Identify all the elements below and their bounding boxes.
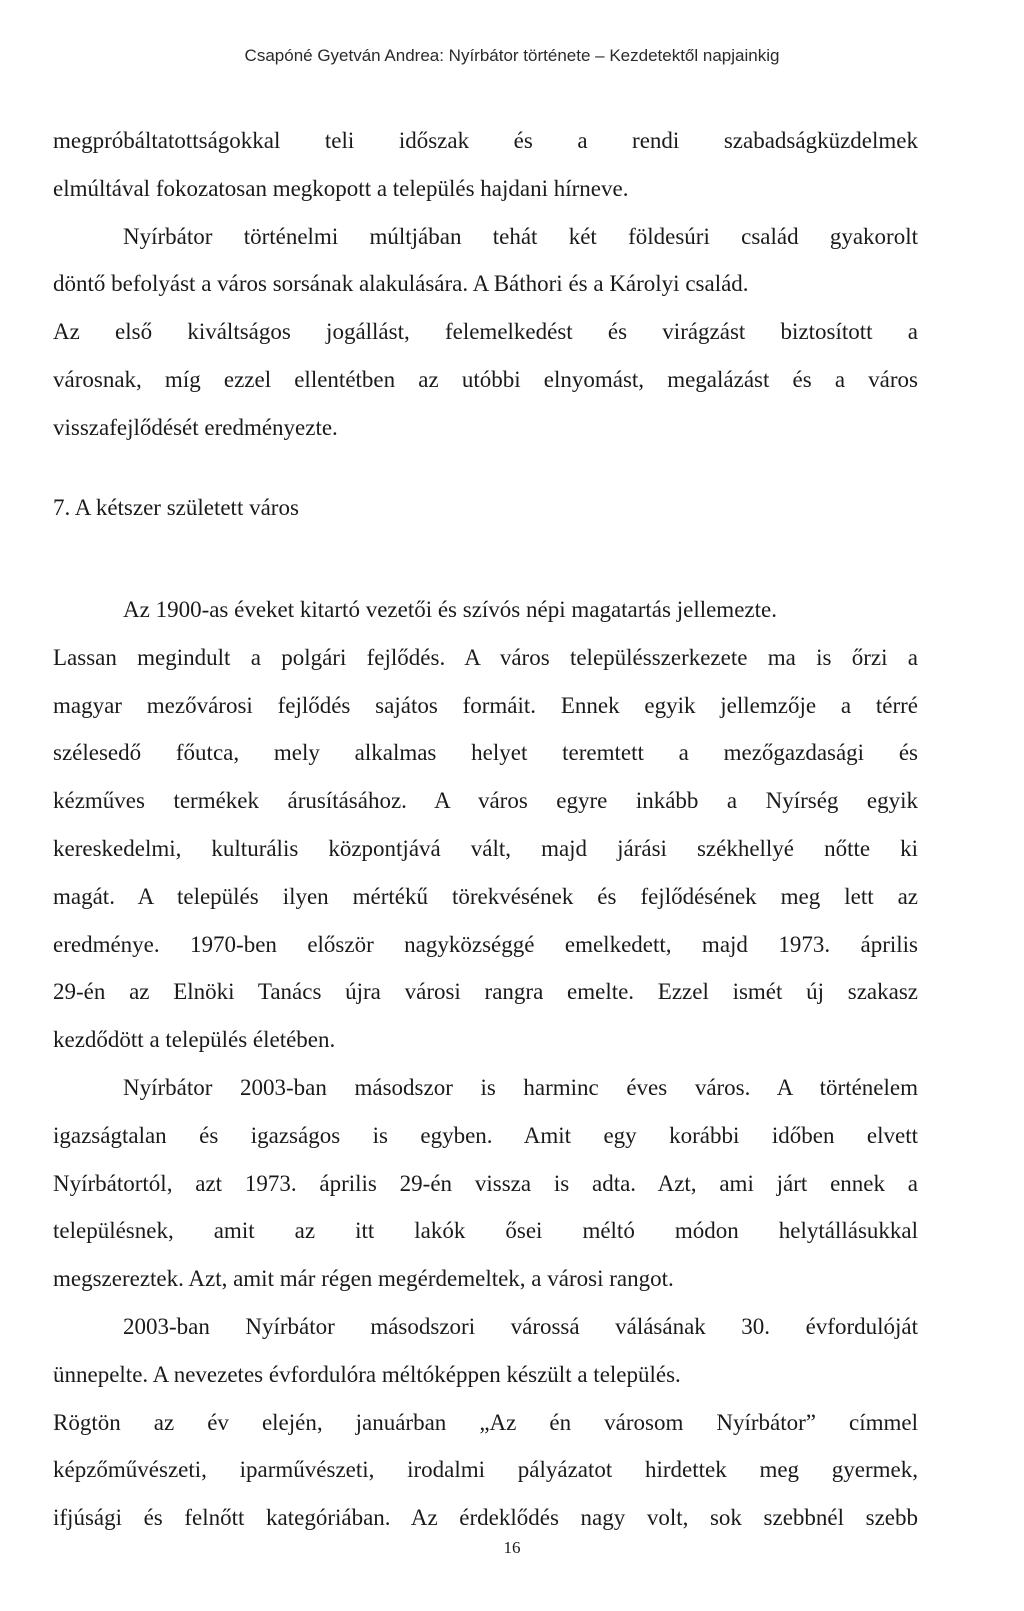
- text-line: kezdődött a település életében.: [53, 1027, 336, 1053]
- text-line: városnak, míg ezzel ellentétben az utóbbi elnyomást, megalázást és a város: [53, 366, 918, 392]
- text-line: kereskedelmi, kulturális központjává vált, majd járási székhellyé nőtte ki: [53, 835, 918, 861]
- text-line: 29-én az Elnöki Tanács újra városi rangra emelte. Ezzel ismét új szakasz: [53, 979, 918, 1005]
- text-line: igazságtalan és igazságos is egyben. Amit egy korábbi időben elvett: [53, 1122, 918, 1148]
- section-heading: 7. A kétszer született város: [53, 495, 299, 520]
- text-line: magyar mezővárosi fejlődés sajátos formáit. Ennek egyik jellemzője a térré: [53, 692, 918, 718]
- text-line: döntő befolyást a város sorsának alakulására. A Báthori és a Károlyi család.: [53, 271, 749, 297]
- text-line: magát. A település ilyen mértékű törekvésének és fejlődésének meg lett az: [53, 883, 918, 909]
- text-line: 2003-ban Nyírbátor másodszori várossá válásának 30. évfordulóját: [123, 1313, 918, 1339]
- text-line: megpróbáltatottságokkal teli időszak és a rendi szabadságküzdelmek: [53, 128, 918, 153]
- text-line: Nyírbátor történelmi múltjában tehát két földesúri család gyakorolt: [123, 223, 918, 249]
- running-header: Csapóné Gyetván Andrea: Nyírbátor története – Kezdetektől napjainkig: [244, 46, 780, 65]
- text-line: ünnepelte. A nevezetes évfordulóra méltóképpen készült a település.: [53, 1361, 681, 1387]
- text-line: Lassan megindult a polgári fejlődés. A város településszerkezete ma is őrzi a: [53, 644, 918, 670]
- text-line: elmúltával fokozatosan megkopott a település hajdani hírneve.: [53, 175, 629, 201]
- text-line: visszafejlődését eredményezte.: [53, 414, 338, 440]
- paragraph-block-1: [53, 117, 918, 452]
- paragraph-block-2: [53, 586, 918, 1542]
- text-line: eredménye. 1970-ben először nagyközséggé emelkedett, majd 1973. április: [53, 931, 918, 957]
- text-line: ifjúsági és felnőtt kategóriában. Az érdeklődés nagy volt, sok szebbnél szebb: [53, 1505, 918, 1531]
- text-line: szélesedő főutca, mely alkalmas helyet teremtett a mezőgazdasági és: [53, 740, 918, 766]
- text-line: képzőművészeti, iparművészeti, irodalmi pályázatot hirdettek meg gyermek,: [53, 1457, 918, 1483]
- text-line: Az első kiváltságos jogállást, felemelkedést és virágzást biztosított a: [53, 319, 918, 345]
- text-line: kézműves termékek árusításához. A város egyre inkább a Nyírség egyik: [53, 788, 918, 814]
- text-line: Az 1900-as éveket kitartó vezetői és szívós népi magatartás jellemezte.: [123, 597, 777, 622]
- text-line: településnek, amit az itt lakók ősei méltó módon helytállásukkal: [53, 1218, 918, 1244]
- text-line: Nyírbátor 2003-ban másodszor is harminc éves város. A történelem: [123, 1074, 918, 1100]
- text-line: megszereztek. Azt, amit már régen megérdemeltek, a városi rangot.: [53, 1266, 674, 1292]
- text-line: Rögtön az év elején, januárban „Az én városom Nyírbátor” címmel: [53, 1409, 918, 1435]
- text-line: Nyírbátortól, azt 1973. április 29-én vissza is adta. Azt, ami járt ennek a: [53, 1170, 918, 1196]
- page-number: 16: [503, 1538, 521, 1557]
